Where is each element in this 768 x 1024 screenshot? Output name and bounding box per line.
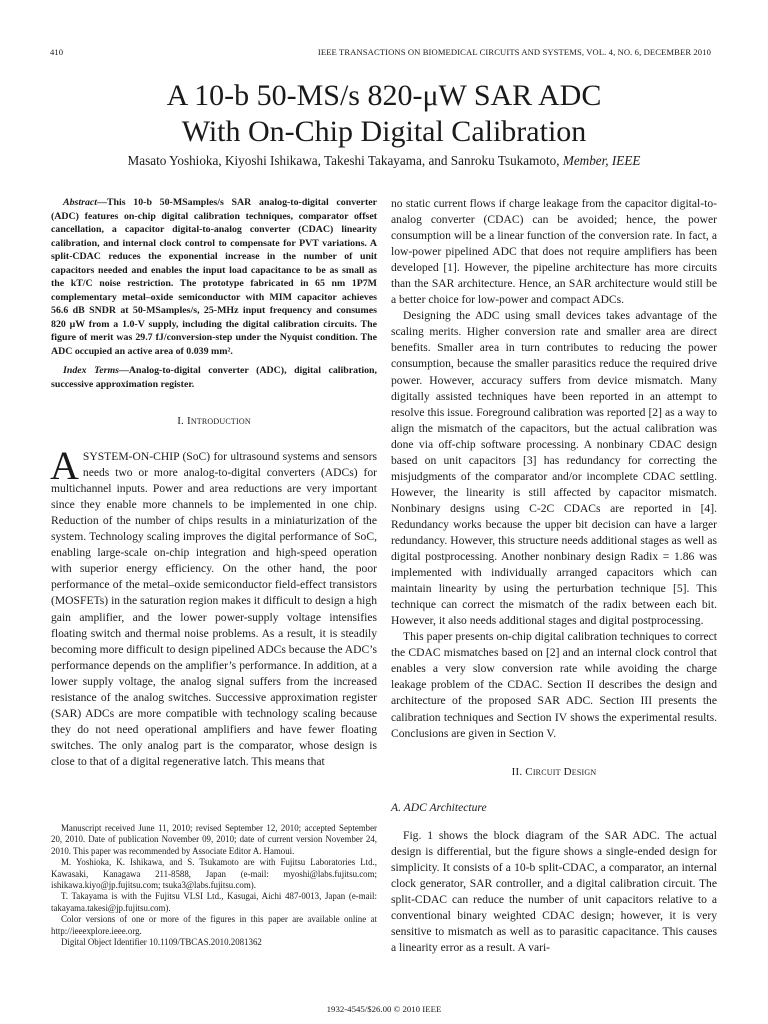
section-1-numeral: I. <box>177 415 185 427</box>
footnote-doi: Digital Object Identifier 10.1109/TBCAS.2010.2081362 <box>61 937 262 948</box>
footnote-color: Color versions of one or more of the figures in this paper are available online at http://ieeexplore.ieee.org. <box>51 914 377 936</box>
copyright-footer: 1932-4545/$26.00 © 2010 IEEE <box>326 1004 442 1014</box>
section-1-paragraph-2: Designing the ADC using small devices takes advantage of the scaling merits. Higher conversion rate and smaller area are direct benefits. Smaller area in turn contributes to reducing the power consumption, because the smaller parasitics reduce the required drive power. However, accuracy suffers from device mismatch. Many digitally assisted techniques have been reported in an attempt to resolve this issue. Foreground calibration was reported [2] as a way to align the mismatch of the capacitors, but the actual calibration was done via off-chip software processing. A nonbinary CDAC design based on unit capacitors [3] has redundancy for correcting the misjudgments of the comparator and/or incomplete CDAC settling. However, the linearity is still affected by capacitor mismatch. Nonbinary designs using C-2C CDACs are reported in [4]. Redundancy works because the upper bit decision can have a larger redundancy. However, this structure needs additional stages as well as digital postprocessing. Another nonbinary design Radix = 1.86 was implemented with individually arranged capacitors which can maintain linearity by using the perturbation technique [5]. This technique can correct the mismatch of the radix between each bit. However, it also needs additional stages and digital postprocessing. <box>391 309 717 628</box>
footnote-affiliation-1: M. Yoshioka, K. Ishikawa, and S. Tsukamoto are with Fujitsu Laboratories Ltd., Kawasaki, Kanagawa 211-8588, Japan (e-mail: myoshi@labs.fujitsu.com; ishikawa.kiyo@jp.fujitsu.com; tsuka3@labs.fujitsu.com). <box>51 857 377 891</box>
footnote-manuscript: Manuscript received June 11, 2010; revised September 12, 2010; accepted September 20, 2010. Date of publication November 09, 2010; date of current version November 24, 2010. This paper was recommended by Associate Editor A. Hamoui. <box>51 823 377 856</box>
title-line-2: With On-Chip Digital Calibration <box>181 115 587 148</box>
footnote-affiliation-2: T. Takayama is with the Fujitsu VLSI Ltd., Kasugai, Aichi 487-0013, Japan (e-mail: takayama.takesi@jp.fujitsu.com). <box>51 891 377 913</box>
subsection-heading: A. ADC Architecture <box>391 800 487 814</box>
drop-cap: A <box>50 443 79 489</box>
index-terms <box>51 364 377 391</box>
right-column <box>391 196 717 956</box>
section-1-paragraph-1 <box>50 443 377 770</box>
section-1-paragraph-3: This paper presents on-chip digital calibration techniques to correct the CDAC mismatches based on [2] and an internal clock control that enables a very slow conversion rate while avoiding the charge leakage problem of the CDAC. Section II describes the design and architecture of the proposed SAR ADC. Section III presents the calibration techniques and Section IV shows the experimental results. Conclusions are given in Section V. <box>391 630 717 740</box>
left-column <box>51 196 377 770</box>
title-line-1: A 10-b 50-MS/s 820-μW SAR ADC <box>166 79 602 112</box>
section-1-paragraph-1-text: SYSTEM-ON-CHIP (SoC) for ultrasound systems and sensors needs two or more analog-to-digital converters (ADCs) for multichannel inputs. Power and area reductions are very important since they enable more channels to be implemented in one chip. Reduction of the number of chips results in a miniaturization of the system. Technology scaling improves the digital performance of SoC, enabling large-scale on-chip integration and high-speed operation with superior energy efficiency. On the other hand, the poor performance of the metal–oxide semiconductor field-effect transistors (MOSFETs) in the saturation region makes it difficult to design a high gain amplifier, and the lower power-supply voltage intensifies floating switch and thermal noise problems. As a result, it is steadily becoming more difficult to design pipelined ADCs because the ADC’s performance depends on the amplifier’s performance. In addition, at a lower supply voltage, the analog signal suffers from the increased resistance of the analog switches. Successive approximation register (SAR) ADCs are more compatible with technology scaling because they do not need operational amplifiers and have fewer floating switches. The only analog part is the comparator, whose design is close to that of a digital regenerative latch. This means that <box>51 450 377 768</box>
section-2-title: Circuit Design <box>525 765 597 778</box>
author-list <box>0 153 768 169</box>
author-membership: Member, IEEE <box>562 153 641 168</box>
paper-title <box>0 78 768 150</box>
section-2-paragraph-1: Fig. 1 shows the block diagram of the SAR ADC. The actual design is differential, but the figure shows a single-ended design for simplicity. It consists of a 10-b split-CDAC, a comparator, an internal clock generator, SAR controller, and a digital calibration circuit. The split-CDAC can reduce the number of unit capacitors relative to a conventional binary weighted CDAC design; however, it is very sensitive to mismatch as well as to parasitic capacitance. This causes a linearity error as a result. A vari- <box>391 828 717 955</box>
section-1-heading <box>51 413 377 429</box>
abstract <box>51 196 377 358</box>
section-1-title: Introduction <box>186 415 251 427</box>
abstract-label: Abstract <box>63 197 98 208</box>
section-2-heading <box>391 764 717 780</box>
page-number: 410 <box>50 47 64 57</box>
journal-header: IEEE TRANSACTIONS ON BIOMEDICAL CIRCUITS AND SYSTEMS, VOL. 4, NO. 6, DECEMBER 2010 <box>317 47 711 57</box>
footnotes <box>51 823 377 948</box>
index-terms-label: Index Terms <box>63 365 119 376</box>
authors: Masato Yoshioka, Kiyoshi Ishikawa, Takeshi Takayama, and Sanroku Tsukamoto, <box>127 153 560 168</box>
section-2-numeral: II. <box>511 765 523 778</box>
section-1-paragraph-1-continued: no static current flows if charge leakage from the capacitor digital-to-analog converter (CDAC) can be avoided; hence, the power consumption will be a linear function of the conversion rate. In fact, a low-power pipelined ADC that does not require amplifiers has been developed [1]. However, the pipeline architecture has more circuits than the SAR architecture. Hence, an SAR architecture would still be a better choice for low-power and compact ADCs. <box>391 197 717 307</box>
index-terms-text: —Analog-to-digital converter (ADC), digital calibration, successive approximation register. <box>51 365 378 390</box>
abstract-text: —This 10-b 50-MSamples/s SAR analog-to-digital converter (ADC) features on-chip digital calibration techniques, comparator offset cancellation, a capacitor digital-to-analog converter (CDAC) linearity calibration, and internal clock control to compensate for PVT variations. A split-CDAC reduces the exponential increase in the number of unit capacitors needed and enables the input load capacitance to be as small as the kT/C noise restriction. The prototype fabricated in 65 nm 1P7M complementary metal–oxide semiconductor with MIM capacitor achieves 56.6 dB SNDR at 50-MSamples/s, 25-MHz input frequency and consumes 820 μW from a 1.0-V supply, including the digital calibration circuits. The figure of merit was 29.7 fJ/conversion-step under the Nyquist condition. The ADC occupied an active area of 0.039 mm². <box>51 197 377 357</box>
